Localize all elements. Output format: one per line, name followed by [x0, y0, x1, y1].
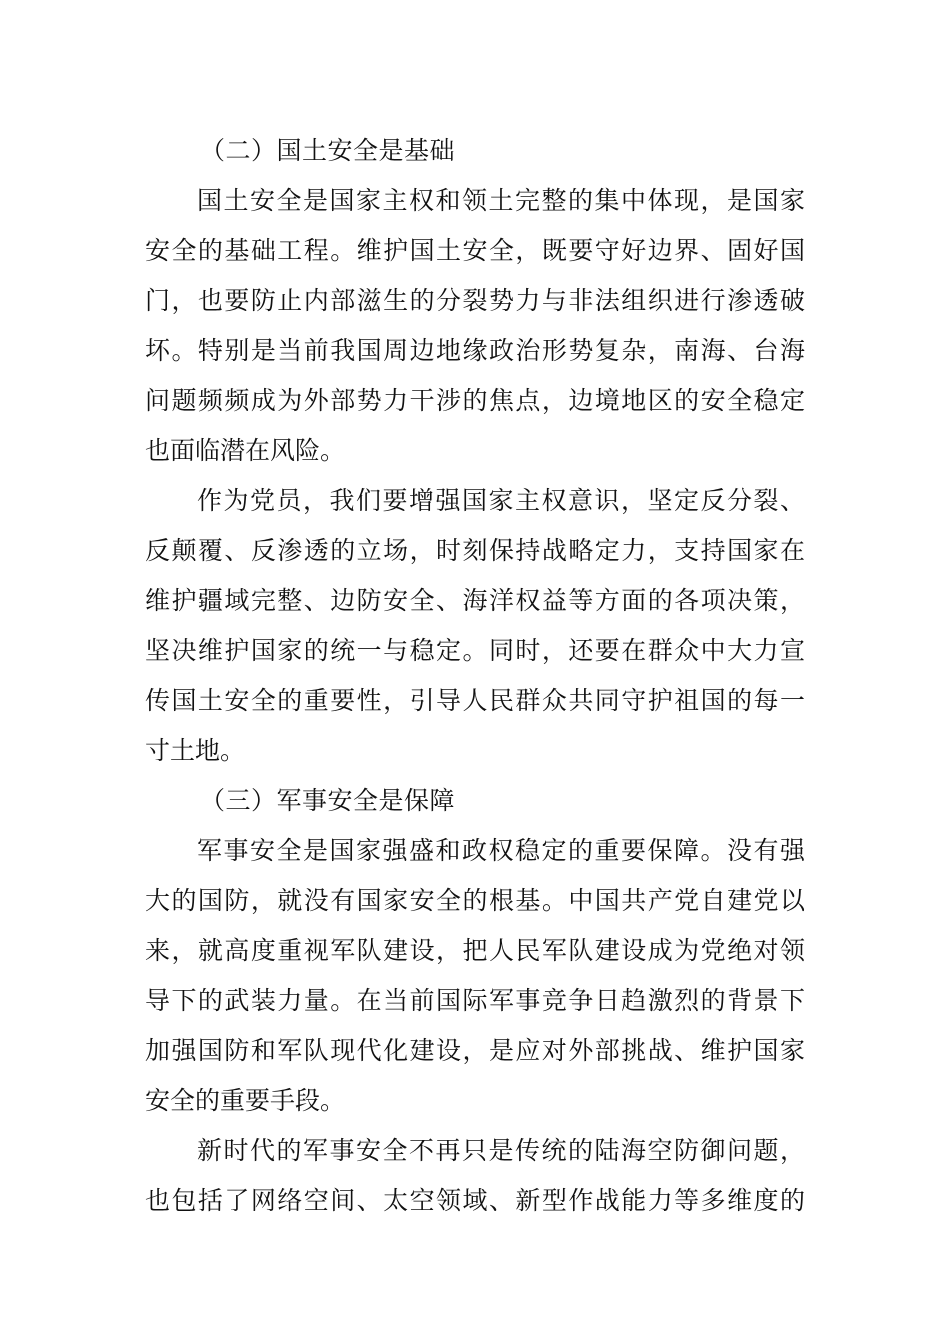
section-heading-territorial-security: （二）国土安全是基础 — [200, 136, 456, 165]
text-line: 导下的武装力量。在当前国际军事竞争日趋激烈的背景下 — [145, 986, 805, 1015]
paragraph-party-member-duty — [145, 476, 805, 776]
text-line: 坚决维护国家的统一与稳定。同时，还要在群众中大力宣 — [145, 636, 805, 665]
text-line: 问题频频成为外部势力干涉的焦点，边境地区的安全稳定 — [145, 386, 805, 415]
text-line: 也包括了网络空间、太空领域、新型作战能力等多维度的 — [145, 1186, 805, 1215]
text-line: 寸土地。 — [145, 736, 246, 765]
text-line: 军事安全是国家强盛和政权稳定的重要保障。没有强 — [197, 836, 805, 865]
paragraph-new-era-military-security — [145, 1126, 805, 1226]
text-line: 门，也要防止内部滋生的分裂势力与非法组织进行渗透破 — [145, 286, 805, 315]
document-body — [145, 126, 805, 1226]
text-line: 维护疆域完整、边防安全、海洋权益等方面的各项决策， — [145, 586, 805, 615]
text-line: 传国土安全的重要性，引导人民群众共同守护祖国的每一 — [145, 686, 805, 715]
text-line: 大的国防，就没有国家安全的根基。中国共产党自建党以 — [145, 886, 805, 915]
text-line: 加强国防和军队现代化建设，是应对外部挑战、维护国家 — [145, 1036, 805, 1065]
text-line: 作为党员，我们要增强国家主权意识，坚定反分裂、 — [197, 486, 805, 515]
text-line: 反颠覆、反渗透的立场，时刻保持战略定力，支持国家在 — [145, 536, 805, 565]
text-line: 国土安全是国家主权和领土完整的集中体现，是国家 — [197, 186, 805, 215]
paragraph-territorial-security-definition — [145, 176, 805, 476]
section-heading-military-security: （三）军事安全是保障 — [200, 786, 456, 815]
text-line: 坏。特别是当前我国周边地缘政治形势复杂，南海、台海 — [145, 336, 805, 365]
text-line: 新时代的军事安全不再只是传统的陆海空防御问题， — [197, 1136, 805, 1165]
text-line: 来，就高度重视军队建设，把人民军队建设成为党绝对领 — [145, 936, 805, 965]
text-line: 也面临潜在风险。 — [145, 436, 346, 465]
text-line: 安全的基础工程。维护国土安全，既要守好边界、固好国 — [145, 236, 805, 265]
paragraph-military-security-definition — [145, 826, 805, 1126]
text-line: 安全的重要手段。 — [145, 1086, 346, 1115]
